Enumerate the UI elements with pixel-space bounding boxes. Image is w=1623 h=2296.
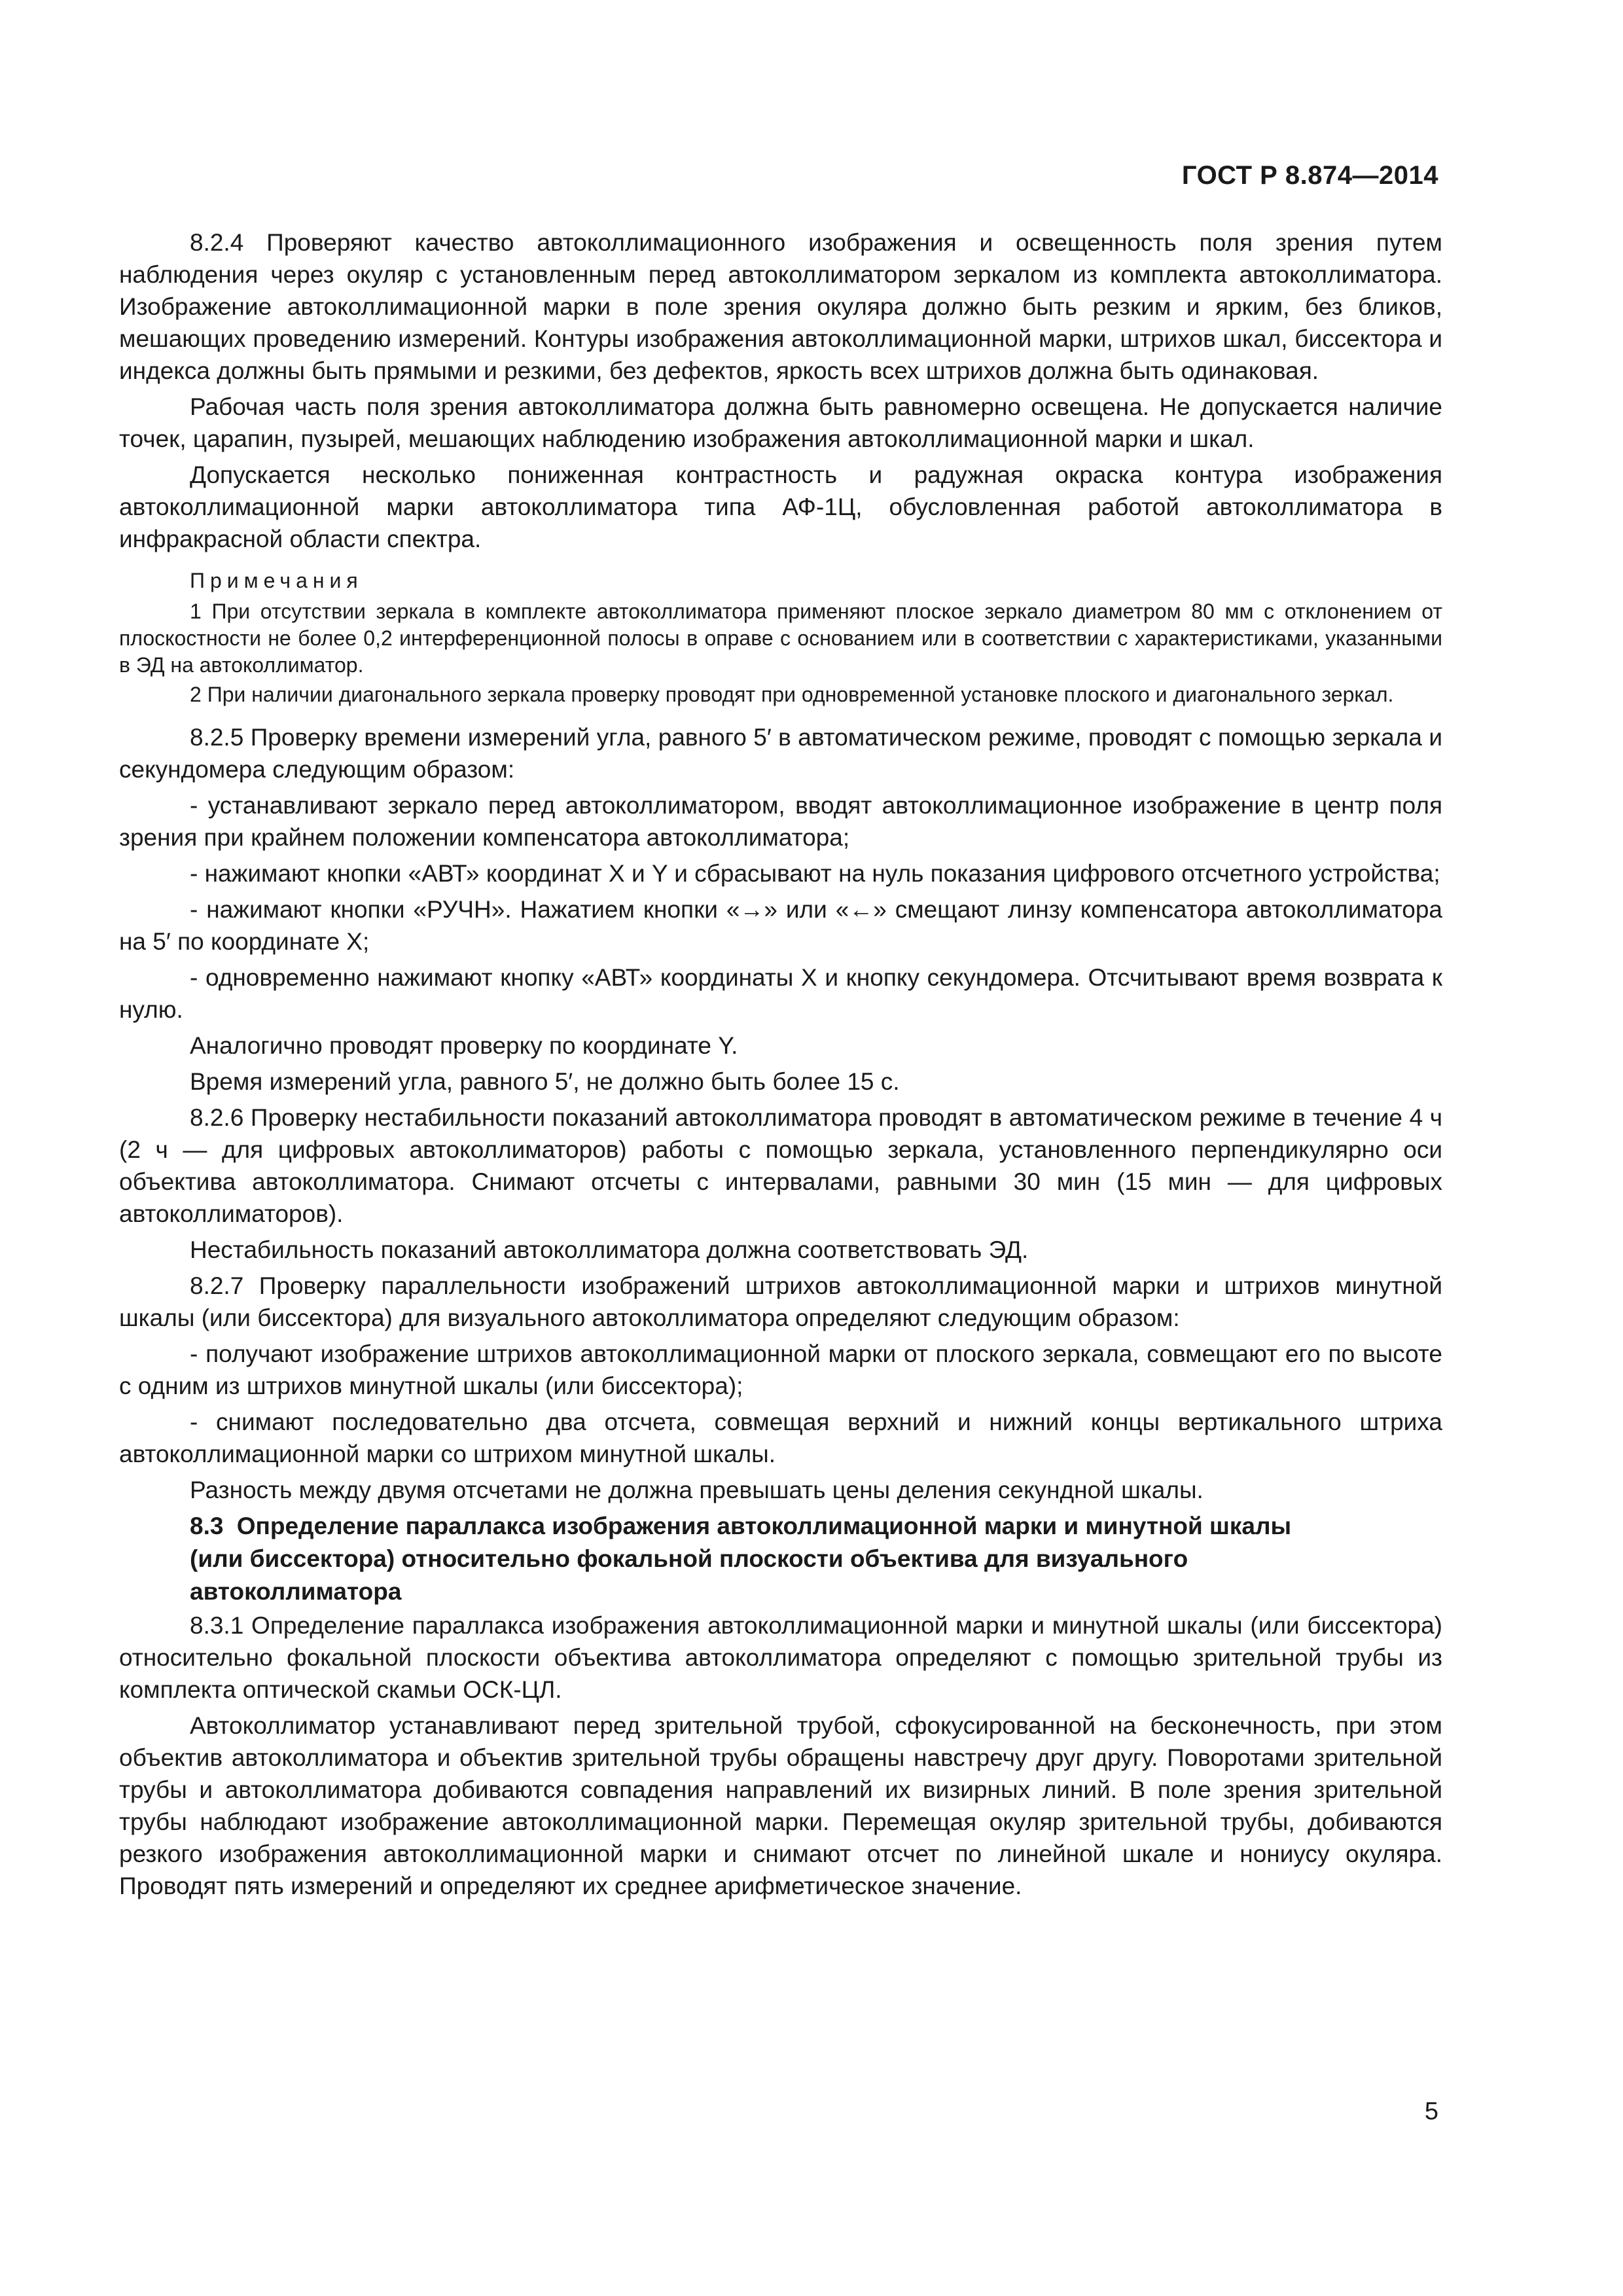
- main-content: [119, 226, 1442, 1906]
- list-item: - одновременно нажимают кнопку «АВТ» координаты X и кнопку секундомера. Отсчитывают время возврата к нулю.: [119, 964, 1442, 1023]
- notes-title: Примечания: [190, 569, 363, 592]
- paragraph-8-2-4: 8.2.4 Проверяют качество автоколлимационного изображения и освещенность поля зрения путем наблюдения через окуляр с установленным перед автоколлиматором зеркалом из комплекта автоколлиматора. Изображение автоколлимационной марки в поле зрения окуляра должно быть резким и ярким, без бликов, мешающих проведению измерений. Контуры изображения автоколлимационной марки, штрихов шкал, биссектора и индекса должны быть прямыми и резкими, без дефектов, яркость всех штрихов должна быть одинаковая.: [119, 229, 1442, 384]
- section-number: 8.3: [190, 1513, 224, 1539]
- paragraph: Разность между двумя отсчетами не должна превышать цены деления секундной шкалы.: [190, 1477, 1204, 1503]
- list-item: - устанавливают зеркало перед автоколлиматором, вводят автоколлимационное изображение в центр поля зрения при крайнем положении компенсатора автоколлиматора;: [119, 792, 1442, 851]
- notes-block: [119, 567, 1442, 708]
- paragraph: Аналогично проводят проверку по координате Y.: [190, 1032, 738, 1059]
- paragraph-8-3-1: 8.3.1 Определение параллакса изображения автоколлимационной марки и минутной шкалы (или биссектора) относительно фокальной плоскости объектива автоколлиматора определяют с помощью зрительной трубы из комплекта оптической скамьи ОСК-ЦЛ.: [119, 1612, 1442, 1703]
- list-item: - снимают последовательно два отсчета, совмещая верхний и нижний концы вертикального штриха автоколлимационной марки со штрихом минутной шкалы.: [119, 1408, 1442, 1467]
- list-item: - нажимают кнопки «РУЧН». Нажатием кнопки «→» или «←» смещают линзу компенсатора автоколлиматора на 5′ по координате X;: [119, 896, 1442, 955]
- section-title-line-1: Определение параллакса изображения автоколлимационной марки и минутной шкалы: [236, 1513, 1292, 1539]
- paragraph-8-2-5: 8.2.5 Проверку времени измерений угла, равного 5′ в автоматическом режиме, проводят с помощью зеркала и секундомера следующим образом:: [119, 724, 1442, 783]
- section-heading-8-3: [119, 1510, 1442, 1608]
- section-title-line-3: автоколлиматора: [190, 1578, 402, 1605]
- standard-header: ГОСТ Р 8.874—2014: [1181, 161, 1438, 190]
- section-title-line-2: (или биссектора) относительно фокальной плоскости объектива для визуального: [190, 1545, 1188, 1572]
- paragraph: Допускается несколько пониженная контрастность и радужная окраска контура изображения автоколлимационной марки автоколлиматора типа АФ-1Ц, обусловленная работой автоколлиматора в инфракрасной области спектра.: [119, 461, 1442, 552]
- paragraph: Время измерений угла, равного 5′, не должно быть более 15 с.: [190, 1068, 900, 1095]
- note-item: 1 При отсутствии зеркала в комплекте автоколлиматора применяют плоское зеркало диаметром 80 мм с отклонением от плоскостности не более 0,2 интерференционной полосы в оправе с основанием или в соответствии с характеристиками, указанными в ЭД на автоколлиматор.: [119, 600, 1442, 677]
- list-item: - нажимают кнопки «АВТ» координат X и Y и сбрасывают на нуль показания цифрового отсчетного устройства;: [190, 860, 1440, 887]
- paragraph-8-2-6: 8.2.6 Проверку нестабильности показаний автоколлиматора проводят в автоматическом режиме в течение 4 ч (2 ч — для цифровых автоколлиматоров) работы с помощью зеркала, установленного перпендикулярно оси объектива автоколлиматора. Снимают отсчеты с интервалами, равными 30 мин (15 мин — для цифровых автоколлиматоров).: [119, 1104, 1442, 1227]
- paragraph: Автоколлиматор устанавливают перед зрительной трубой, сфокусированной на бесконечность, при этом объектив автоколлиматора и объектив зрительной трубы обращены навстречу друг другу. Поворотами зрительной трубы и автоколлиматора добиваются совпадения направлений их визирных линий. В поле зрения зрительной трубы наблюдают изображение автоколлимационной марки. Перемещая окуляр зрительной трубы, добиваются резкого изображения автоколлимационной марки и снимают отсчет по линейной шкале и нониусу окуляра. Проводят пять измерений и определяют их среднее арифметическое значение.: [119, 1712, 1442, 1899]
- paragraph-8-2-7: 8.2.7 Проверку параллельности изображений штрихов автоколлимационной марки и штрихов минутной шкалы (или биссектора) для визуального автоколлиматора определяют следующим образом:: [119, 1272, 1442, 1331]
- note-item: 2 При наличии диагонального зеркала проверку проводят при одновременной установке плоского и диагонального зеркал.: [190, 683, 1394, 706]
- paragraph: Нестабильность показаний автоколлиматора должна соответствовать ЭД.: [190, 1236, 1029, 1263]
- paragraph: Рабочая часть поля зрения автоколлиматора должна быть равномерно освещена. Не допускается наличие точек, царапин, пузырей, мешающих наблюдению изображения автоколлимационной марки и шкал.: [119, 393, 1442, 452]
- page-number: 5: [1424, 2098, 1438, 2125]
- list-item: - получают изображение штрихов автоколлимационной марки от плоского зеркала, совмещают его по высоте с одним из штрихов минутной шкалы (или биссектора);: [119, 1340, 1442, 1399]
